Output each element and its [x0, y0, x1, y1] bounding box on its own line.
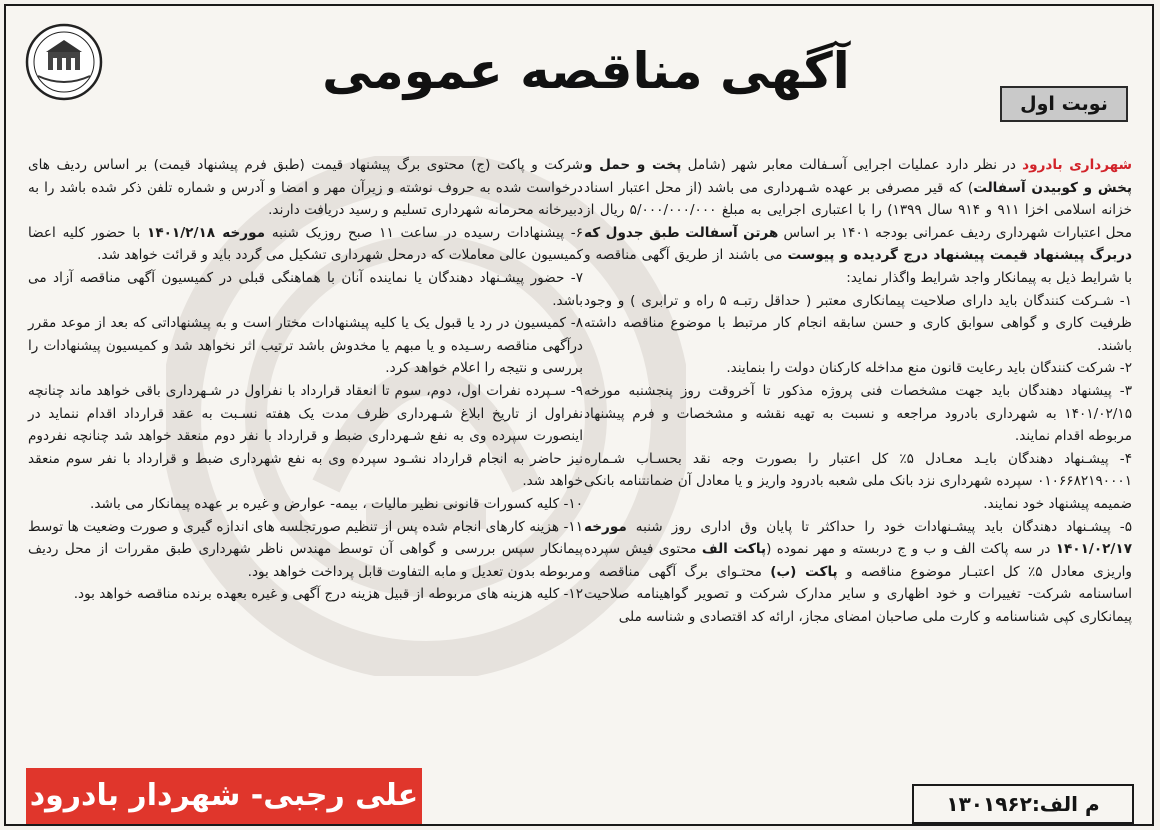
item-text: محتوی فیش سپرده واریزی معادل ۵٪ کل اعتبـار موضوع مناقصه و: [584, 541, 1133, 580]
item-text: در سه پاکت الف و ب و ج دربسته و مهر نموده (: [766, 541, 1056, 558]
condition-item-1: ۱- شـرکت کنندگان باید دارای صلاحیت پیمانکاری معتبر ( حداقل رتبـه ۵ راه و ترابری ) و وجود ظرفیت کاری و گواهی سوابق کاری و حسن سابقه انجام کار مرتبط با موضوع مناقصه داشته باشند.: [584, 292, 1132, 354]
ad-frame: [4, 4, 1154, 826]
condition-item-2: ۲- شرکت کنندگان باید رعایت قانون منع مداخله کارکنان دولت را بنمایند.: [726, 360, 1132, 377]
organization-name: شهرداری بادرود: [1022, 157, 1132, 173]
condition-item-10: ۱۰- کلیه کسورات قانونی نظیر مالیات ، بیمه- عوارض و غیره بر عهده پیمانکار می باشد.: [90, 495, 583, 512]
condition-item-5: [584, 516, 1132, 629]
condition-item-7: ۷- حضور پیشـنهاد دهندگان یا نماینده آنان با هماهنگی قبلی در کمیسیون آگهی مناقصه آزاد می باشد.: [28, 269, 583, 309]
condition-item-3: ۳- پیشنهاد دهندگان باید جهت مشخصات فنی پروژه مذکور تا آخروقت روز پنجشنبه مورخه ۱۴۰۱/۰۲/۱۵ به شهرداری بادرود مراجعه و نسبت به تهیه نقشه و مشخصات و فرم پیشنهاد مربوطه اقدام نمایند.: [584, 382, 1132, 445]
item-text: ۶- پیشنهادات رسیده در ساعت ۱۱ صبح روزیک شنبه: [265, 224, 583, 241]
intro-basis: هرتن آسفالت طبق جدول که دربرگ پیشنهاد قیمت پیشنهاد درج گردیده و پیوست: [584, 224, 1133, 264]
continuation-paragraph: شرکت و پاکت (ج) محتوی برگ پیشنهاد قیمت (طبق فرم پیشنهاد قیمت) بر اساس ردیف های درخواست شده به حروف نوشته و زیرآن مهر و امضا و آدرس و شماره تلفن ذکر شده باشد را به دبیرخانه محرمانه شهرداری تسلیم و رسید دریافت دارند.: [28, 157, 583, 219]
item-text: با حضور کلیه اعضا کمیسیون عالی معاملات که درمحل شهرداری تشکیل می گردد باید و قرائت خواهد شد.: [28, 224, 583, 264]
page-title: آگهی مناقصه عمومی: [322, 42, 850, 100]
signature-banner: علی رجبی- شهردار بادرود: [26, 768, 422, 824]
intro-text: ) که قیر مصرفی بر عهده شـهرداری می باشد (از محل اعتبار اسناد خزانه اسلامی اخزا ۹۱۱ و ۹۱۴ سال ۱۳۹۹) را با اعتباری اجرایی به مبلغ ۵/۰۰۰/۰۰۰/۰۰۰ ریال از محل اعتبارات شهرداری ردیف عمرانی بودجه ۱۴۰۱ بر اساس: [584, 179, 1132, 241]
municipality-seal-icon: [24, 22, 104, 106]
envelope-a-label: پاکت الف: [701, 541, 767, 558]
condition-item-4: ۴- پیشـنهاد دهندگان بایـد معـادل ۵٪ کل اعتبار را بصورت وجه نقد بحسـاب شـماره ۰۱۰۶۶۸۲۱۹۰۰۰۱ سپرده شهرداری نزد بانک ملی شعبه بادرود واریز و یا معادل آن ضمانتنامه بانکی ضمیمه پیشنهاد خود نمایند.: [584, 450, 1132, 512]
condition-item-6: [28, 222, 583, 267]
envelope-b-label: پاکت (ب): [770, 563, 838, 580]
ad-code-box: م الف:۱۳۰۱۹۶۲: [912, 784, 1134, 824]
condition-item-11: ۱۱- هزینه کارهای انجام شده پس از تنظیم صورتجلسه های اندازه گیری و صورت وضعیت ها توسط پیمانکار سپس بررسی و گواهی آن توسط مهندس ناظر شهرداری طبق مقررات از محل ردیف مربوطه بدون تعدیل و مابه التفاوت قابل پرداخت خواهد بود.: [28, 518, 583, 580]
item-text: ۵- پیشـنهاد دهندگان باید پیشـنهادات خود را حداکثر تا پایان وق اداری روز شنبه: [626, 518, 1132, 535]
item-text: محتـوای برگ آگهی مناقصه و اساسنامه شرکت- تغییرات و خود اظهاری و سایر مدارک شرکت و تصویر گواهینامه صلاحیت پیمانکاری کپی شناسنامه و کارت ملی صاحبان امضای مجاز، ارائه کد اقتصادی و شناسه ملی: [584, 563, 1132, 625]
opening-date: مورخه ۱۴۰۱/۲/۱۸: [147, 224, 266, 241]
intro-text: در نظر دارد عملیات اجرایی آسـفالت معابر شهر (شامل: [681, 157, 1023, 173]
municipality-logo: [24, 22, 104, 106]
intro-text: می باشند از طریق آگهی مناقصه و با شرایط ذیل به پیمانکار واجد شرایط واگذار نماید:: [584, 247, 1132, 286]
left-column: [28, 154, 583, 606]
intro-paragraph: [584, 154, 1132, 290]
condition-item-8: ۸- کمیسیون در رد یا قبول یک یا کلیه پیشنهادات مختار است و به پیشنهاداتی که بعد از موعد مقرر درآگهی مناقصه رسـیده و یا مبهم یا مخدوش باشد ترتیب اثر نخواهد شد و کمیسیون پیشنهادات را بررسی و نتیجه را اعلام خواهد کرد.: [28, 315, 583, 377]
deadline-date: مورخه ۱۴۰۱/۰۲/۱۷: [584, 518, 1132, 558]
right-column: [584, 154, 1132, 628]
condition-item-12: ۱۲- کلیه هزینه های مربوطه از قبیل هزینه درج آگهی و غیره بعهده برنده مناقصه خواهد بود.: [73, 586, 583, 603]
edition-badge: نوبت اول: [1000, 86, 1128, 122]
intro-scope: پخت و حمل و پخش و کوبیدن آسفالت: [584, 157, 1132, 196]
condition-item-9: ۹- سـپرده نفرات اول، دوم، سوم تا انعقاد قرارداد با نفراول در شـهرداری باقی خواهد ماند چنانچه نفراول از تاریخ ابلاغ شـهرداری ظرف مدت یک هفته نسـبت به عقد قرارداد اقدام ننماید در اینصورت سپرده وی به نفع شـهرداری ضبط و قرارداد با نفر دوم منعقد خواهد شد چنانچه نفردوم نیز حاضر به انجام قرارداد نشـود سپرده وی به نفع شهرداری ضبط و قرارداد با نفر سوم منعقد خواهد شد.: [28, 382, 583, 490]
